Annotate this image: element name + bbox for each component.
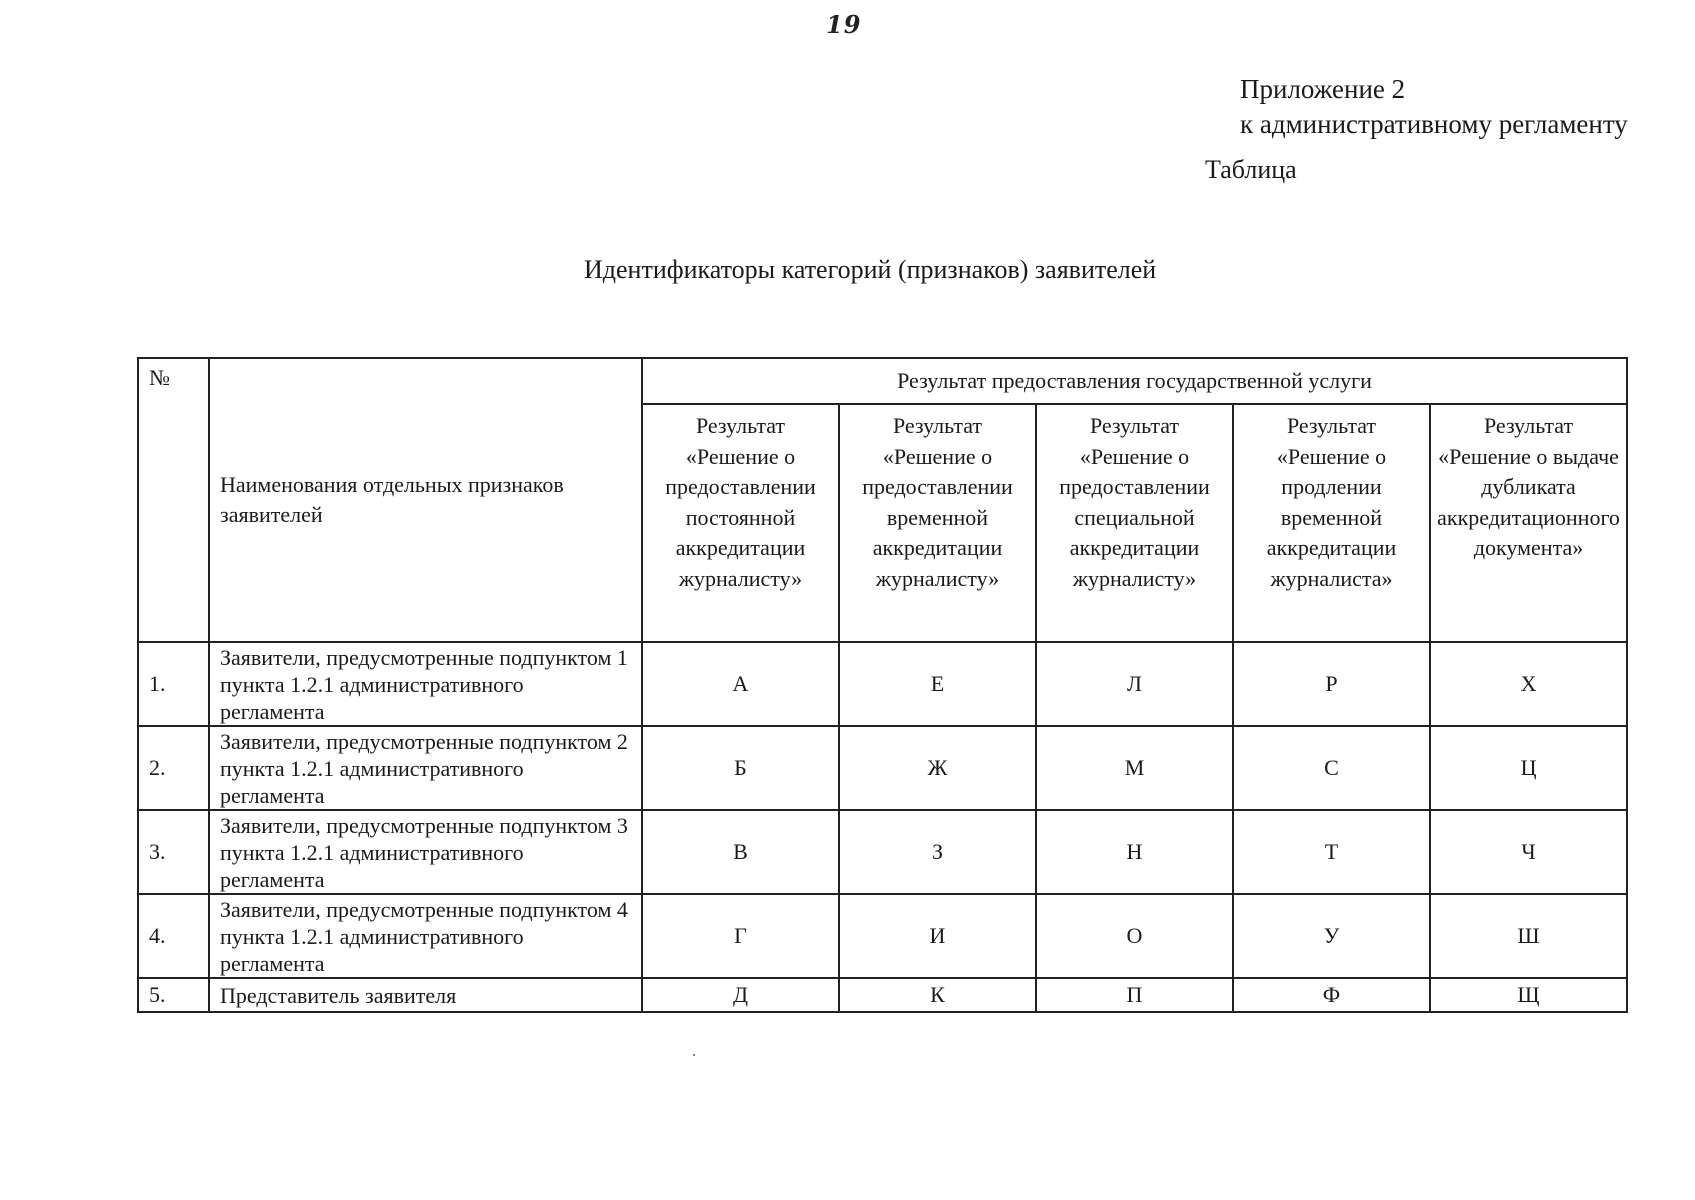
- row-code: З: [839, 810, 1036, 894]
- row-applicant-name: Заявители, предусмотренные подпунктом 3 пункта 1.2.1 административного регламента: [209, 810, 642, 894]
- scan-speck: [693, 1054, 695, 1056]
- page-number: 19: [826, 10, 862, 39]
- row-code: Б: [642, 726, 839, 810]
- row-code: Ш: [1430, 894, 1627, 978]
- row-number: 4.: [138, 894, 209, 978]
- row-code: Ч: [1430, 810, 1627, 894]
- header-result-permanent: Результат «Решение о предоставлении постоянной аккредитации журналисту»: [642, 404, 839, 642]
- row-code: У: [1233, 894, 1430, 978]
- table-row: [138, 978, 1627, 1012]
- header-service-result: Результат предоставления государственной услуги: [642, 358, 1627, 404]
- row-number: 3.: [138, 810, 209, 894]
- row-code: Д: [642, 978, 839, 1012]
- row-code: П: [1036, 978, 1233, 1012]
- row-code: Щ: [1430, 978, 1627, 1012]
- document-title: Идентификаторы категорий (признаков) заявителей: [584, 255, 1157, 284]
- row-code: А: [642, 642, 839, 726]
- row-code: Ж: [839, 726, 1036, 810]
- appendix-reference: [1240, 72, 1628, 142]
- header-number: №: [138, 358, 209, 642]
- row-applicant-name: Заявители, предусмотренные подпунктом 2 пункта 1.2.1 административного регламента: [209, 726, 642, 810]
- row-code: И: [839, 894, 1036, 978]
- row-number: 2.: [138, 726, 209, 810]
- row-code: М: [1036, 726, 1233, 810]
- row-code: Н: [1036, 810, 1233, 894]
- row-code: К: [839, 978, 1036, 1012]
- header-result-temporary: Результат «Решение о предоставлении временной аккредитации журналисту»: [839, 404, 1036, 642]
- row-code: Г: [642, 894, 839, 978]
- table-row: [138, 894, 1627, 978]
- row-code: Е: [839, 642, 1036, 726]
- appendix-line-1: Приложение 2: [1240, 74, 1406, 104]
- row-code: Ф: [1233, 978, 1430, 1012]
- identifiers-table: [137, 357, 1628, 1013]
- table-row: [138, 642, 1627, 726]
- row-code: О: [1036, 894, 1233, 978]
- table-row: [138, 810, 1627, 894]
- header-result-special: Результат «Решение о предоставлении специальной аккредитации журналисту»: [1036, 404, 1233, 642]
- row-code: С: [1233, 726, 1430, 810]
- header-result-extension: Результат «Решение о продлении временной аккредитации журналиста»: [1233, 404, 1430, 642]
- row-code: Т: [1233, 810, 1430, 894]
- row-applicant-name: Заявители, предусмотренные подпунктом 4 пункта 1.2.1 административного регламента: [209, 894, 642, 978]
- row-number: 1.: [138, 642, 209, 726]
- table-header-row: [138, 358, 1627, 404]
- header-result-duplicate: Результат «Решение о выдаче дубликата аккредитационного документа»: [1430, 404, 1627, 642]
- header-applicant-attributes: Наименования отдельных признаков заявителей: [209, 358, 642, 642]
- row-code: Ц: [1430, 726, 1627, 810]
- row-code: Х: [1430, 642, 1627, 726]
- row-code: Л: [1036, 642, 1233, 726]
- row-number: 5.: [138, 978, 209, 1012]
- table-label: Таблица: [1205, 155, 1297, 184]
- appendix-line-2: к административному регламенту: [1240, 109, 1628, 139]
- row-applicant-name: Заявители, предусмотренные подпунктом 1 пункта 1.2.1 административного регламента: [209, 642, 642, 726]
- row-code: Р: [1233, 642, 1430, 726]
- table-row: [138, 726, 1627, 810]
- row-applicant-name: Представитель заявителя: [209, 978, 642, 1012]
- row-code: В: [642, 810, 839, 894]
